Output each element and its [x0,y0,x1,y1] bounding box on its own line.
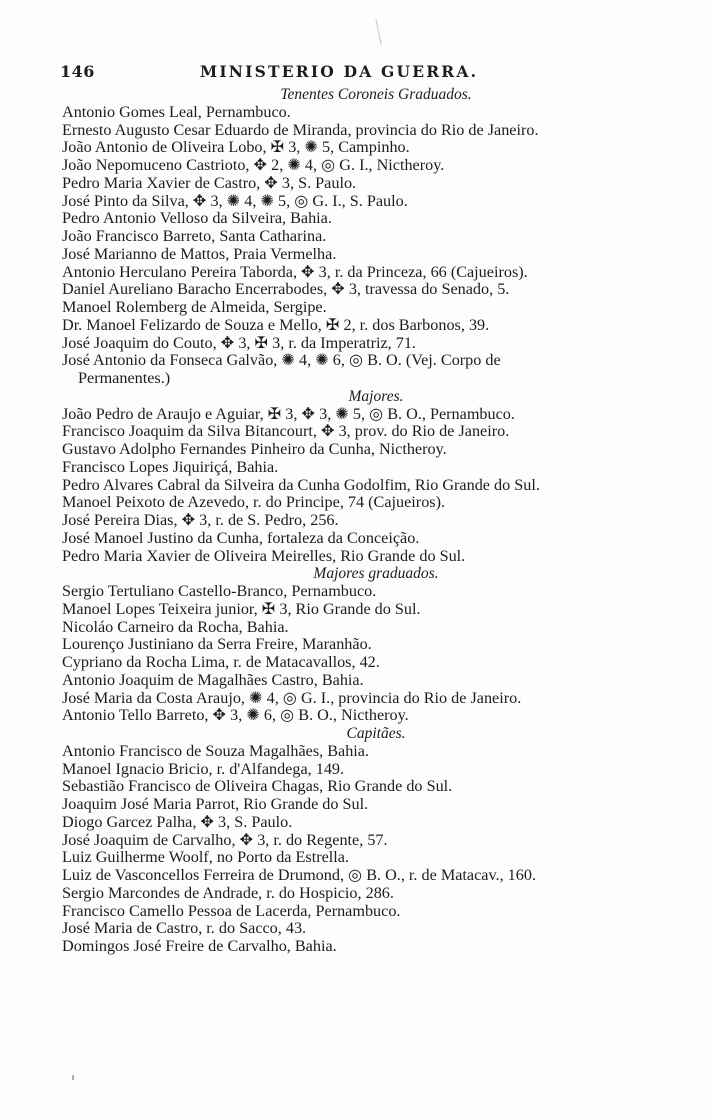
officer-entry: José Pinto da Silva, ✥ 3, ✺ 4, ✺ 5, ◎ G. I., S. Paulo. [62,192,408,210]
officer-entry: Gustavo Adolpho Fernandes Pinheiro da Cunha, Nictheroy. [62,441,447,458]
running-title: MINISTERIO DA GUERRA. [200,62,479,81]
officer-entry: Permanentes.) [78,370,171,387]
officer-entry: José Pereira Dias, ✥ 3, r. de S. Pedro, 256. [62,512,339,529]
officer-entry: Sebastião Francisco de Oliveira Chagas, Rio Grande do Sul. [62,778,453,796]
officer-entry: Antonio Herculano Pereira Taborda, ✥ 3, r. da Princeza, 66 (Cajueiros). [62,263,528,281]
officer-entry: Diogo Garcez Palha, ✥ 3, S. Paulo. [62,813,293,831]
officer-entry: José Antonio da Fonseca Galvão, ✺ 4, ✺ 6, ◎ B. O. (Vej. Corpo de [62,352,501,370]
page-header [60,62,675,82]
officer-entry: João Antonio de Oliveira Lobo, ✠ 3, ✺ 5, Campinho. [62,139,410,157]
officer-entry: Francisco Camello Pessoa de Lacerda, Pernambuco. [62,902,401,920]
officer-entry: Ernesto Augusto Cesar Eduardo de Miranda, provincia do Rio de Janeiro. [62,121,539,139]
rank-heading: Majores graduados. [313,565,439,583]
ink-mark [72,1075,74,1080]
officer-entry: Sergio Marcondes de Andrade, r. do Hospicio, 286. [62,884,394,902]
officer-entry: Antonio Joaquim de Magalhães Castro, Bahia. [62,671,364,689]
officer-entry: Dr. Manoel Felizardo de Souza e Mello, ✠ 2, r. dos Barbonos, 39. [62,316,490,334]
officer-entry: Francisco Joaquim da Silva Bitancourt, ✥ 3, prov. do Rio de Janeiro. [62,423,510,441]
officer-entry: Manoel Rolemberg de Almeida, Sergipe. [62,299,327,316]
rank-section [62,565,690,725]
officer-entry: Antonio Francisco de Souza Magalhães, Bahia. [62,742,370,760]
officer-entry: Luiz de Vasconcellos Ferreira de Drumond, ◎ B. O., r. de Matacav., 160. [62,867,536,884]
officer-entry: João Nepomuceno Castrioto, ✥ 2, ✺ 4, ◎ G. I., Nictheroy. [62,157,445,174]
officer-entry: Luiz Guilherme Woolf, no Porto da Estrella. [62,849,350,867]
officer-entry: Domingos José Freire de Carvalho, Bahia. [62,938,337,955]
officer-entry: Pedro Alvares Cabral da Silveira da Cunha Godolfim, Rio Grande do Sul. [62,476,540,494]
officer-entry: Francisco Lopes Jiquiriçá, Bahia. [62,458,279,476]
officer-entry: Manoel Peixoto de Azevedo, r. do Principe, 74 (Cajueiros). [62,494,446,512]
page-number: 146 [60,62,95,81]
officer-entry: Antonio Tello Barreto, ✥ 3, ✺ 6, ◎ B. O., Nictheroy. [62,707,409,725]
officer-entry: José Joaquim de Carvalho, ✥ 3, r. do Regente, 57. [62,831,388,849]
officer-entry: José Manoel Justino da Cunha, fortaleza da Conceição. [62,529,420,547]
officer-entry: João Francisco Barreto, Santa Catharina. [62,228,327,245]
rank-section [62,725,690,956]
officer-entry: José Joaquim do Couto, ✥ 3, ✠ 3, r. da Imperatriz, 71. [62,334,416,352]
page-blemish [375,17,391,45]
rank-heading: Tenentes Coroneis Graduados. [280,86,472,103]
officer-entry: Manoel Ignacio Bricio, r. d'Alfandega, 149. [62,760,345,778]
officer-entry: Pedro Maria Xavier de Oliveira Meirelles, Rio Grande do Sul. [62,547,466,565]
rank-section [62,86,690,388]
officer-entry: Manoel Lopes Teixeira junior, ✠ 3, Rio Grande do Sul. [62,600,421,618]
rank-section [62,388,690,566]
officer-entry: José Marianno de Mattos, Praia Vermelha. [62,245,337,263]
officer-entry: José Maria da Costa Araujo, ✺ 4, ◎ G. I., provincia do Rio de Janeiro. [62,689,522,707]
officer-entry: Joaquim José Maria Parrot, Rio Grande do Sul. [62,796,369,813]
officer-list [62,86,690,956]
rank-heading: Capitães. [346,725,406,742]
officer-entry: Nicoláo Carneiro da Rocha, Bahia. [62,618,289,636]
officer-entry: João Pedro de Araujo e Aguiar, ✠ 3, ✥ 3, ✺ 5, ◎ B. O., Pernambuco. [62,405,515,423]
officer-entry: Pedro Antonio Velloso da Silveira, Bahia. [62,210,332,228]
officer-entry: Cypriano da Rocha Lima, r. de Matacavallos, 42. [62,654,380,671]
officer-entry: Antonio Gomes Leal, Pernambuco. [62,103,291,121]
officer-entry: Lourenço Justiniano da Serra Freire, Maranhão. [62,636,372,654]
officer-entry: José Maria de Castro, r. do Sacco, 43. [62,920,307,938]
officer-entry: Daniel Aureliano Baracho Encerrabodes, ✥ 3, travessa do Senado, 5. [62,281,510,299]
officer-entry: Sergio Tertuliano Castello-Branco, Pernambuco. [62,583,377,600]
officer-entry: Pedro Maria Xavier de Castro, ✥ 3, S. Paulo. [62,174,357,192]
rank-heading: Majores. [348,387,404,405]
